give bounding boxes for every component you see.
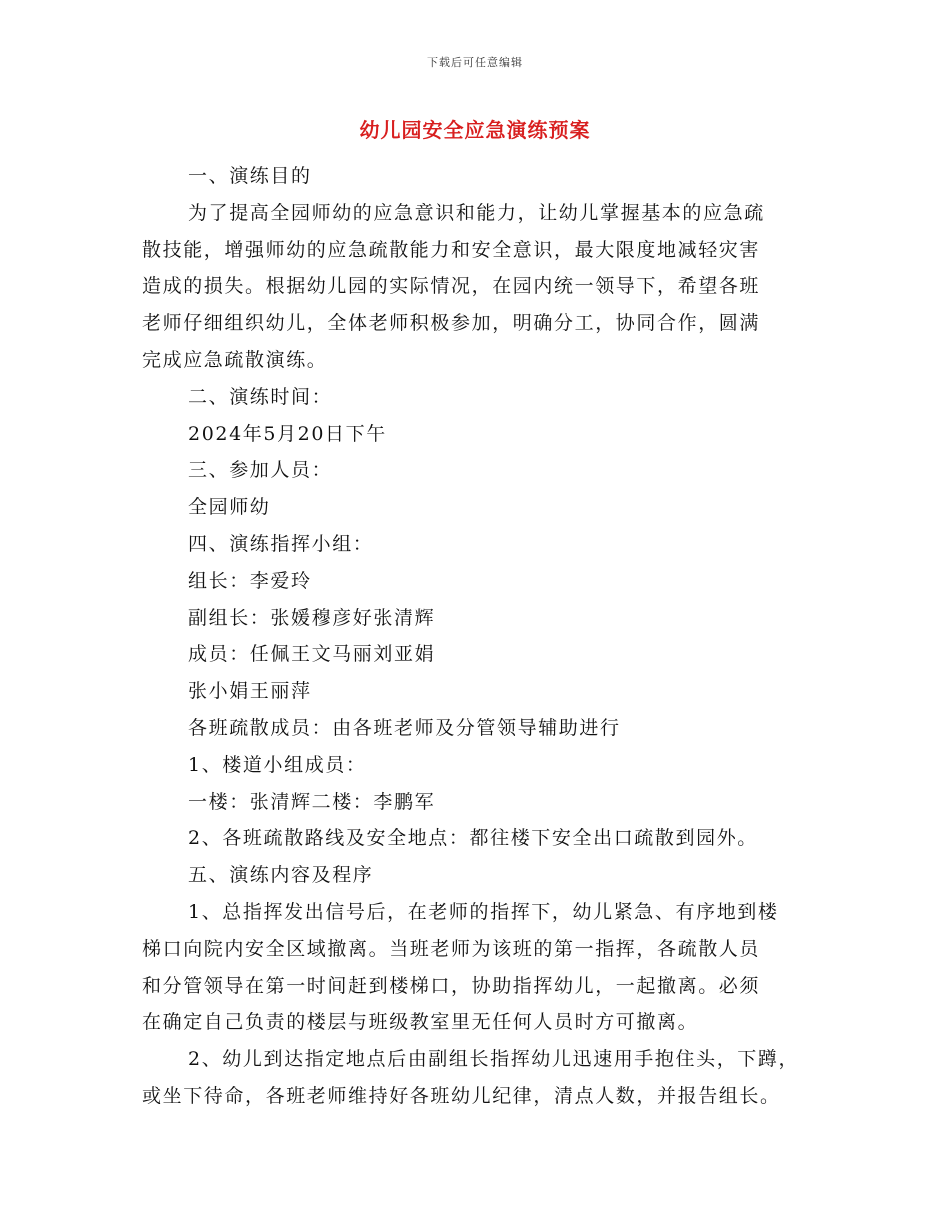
section-heading-purpose: 一、演练目的 [188,165,312,187]
group-members: 成员：任佩王文马丽刘亚娟 [188,643,436,666]
paragraph-line: 造成的损失。根据幼儿园的实际情况，在园内统一领导下，希望各班 [142,275,761,298]
deputy-group-leader: 副组长：张媛穆彦好张清辉 [188,606,436,629]
paragraph-line: 老师仔细组织幼儿，全体老师积极参加，明确分工，协同合作，圆满 [142,312,761,335]
class-evacuation-members: 各班疏散成员：由各班老师及分管领导辅助进行 [188,716,621,739]
section-heading-command-group: 四、演练指挥小组： [188,532,374,555]
section-heading-time: 二、演练时间： [188,385,333,408]
document-body [142,158,842,1115]
paragraph-line: 和分管领导在第一时间赶到楼梯口，协助指挥幼儿，一起撤离。必须 [142,974,761,997]
paragraph-line: 2、幼儿到达指定地点后由副组长指挥幼儿迅速用手抱住头，下蹲， [188,1048,800,1071]
drill-date: 2024年5月20日下午 [188,422,387,445]
paragraph-line: 1、总指挥发出信号后，在老师的指挥下，幼儿紧急、有序地到楼 [188,900,779,923]
header-note: 下载后可任意编辑 [427,56,523,69]
evacuation-route: 2、各班疏散路线及安全地点：都往楼下安全出口疏散到园外。 [188,827,758,850]
participants-value: 全园师幼 [188,496,271,519]
paragraph-line: 完成应急疏散演练。 [142,348,328,371]
paragraph-line: 或坐下待命，各班老师维持好各班幼儿纪律，清点人数，并报告组长。 [142,1084,781,1107]
paragraph-line: 在确定自己负责的楼层与班级教室里无任何人员时方可撤离。 [142,1011,699,1034]
group-leader: 组长：李爱玲 [188,569,312,592]
group-members-continued: 张小娟王丽萍 [188,680,312,703]
paragraph-line: 梯口向院内安全区域撤离。当班老师为该班的第一指挥，各疏散人员 [142,937,761,960]
paragraph-line: 为了提高全园师幼的应急意识和能力，让幼儿掌握基本的应急疏 [188,201,765,224]
paragraph-line: 散技能，增强师幼的应急疏散能力和安全意识，最大限度地减轻灾害 [142,238,761,261]
section-heading-procedure: 五、演练内容及程序 [188,864,374,887]
stairway-group-heading: 1、楼道小组成员： [188,753,367,776]
document-title: 幼儿园安全应急演练预案 [359,118,591,142]
stairway-group-members: 一楼：张清辉二楼：李鹏军 [188,790,436,813]
section-heading-participants: 三、参加人员： [188,459,333,482]
